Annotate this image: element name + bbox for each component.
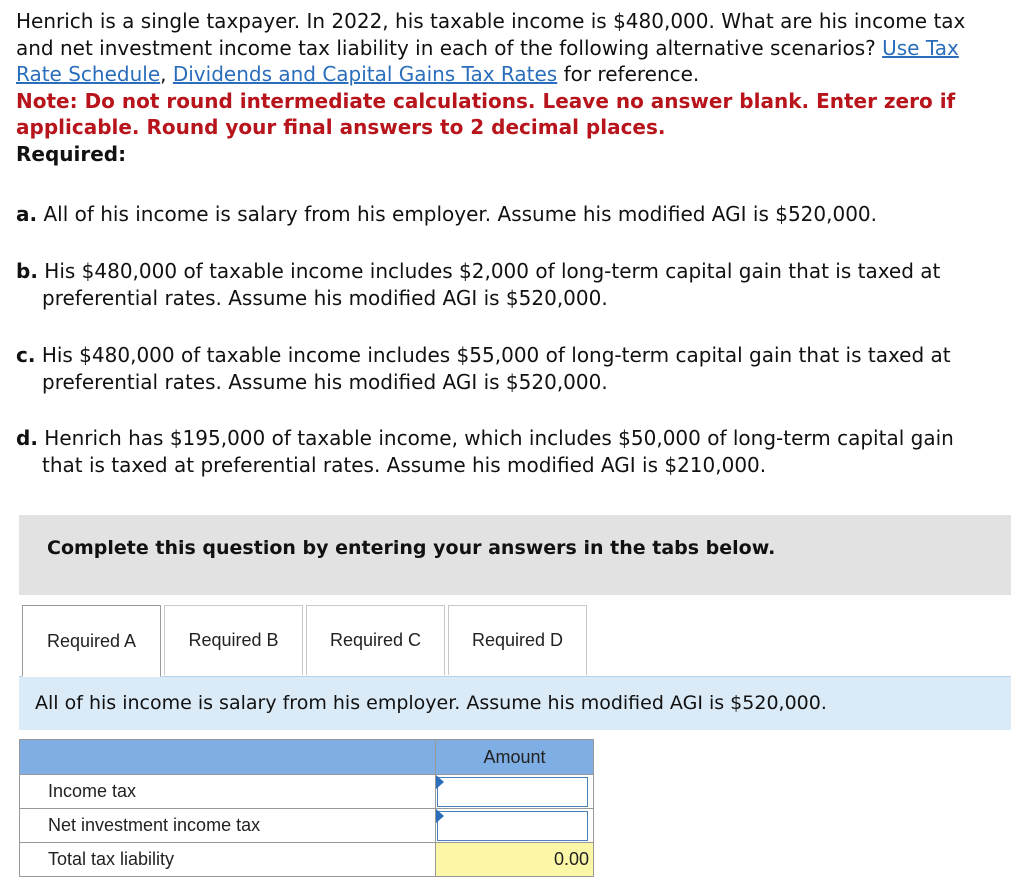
part-b: b. His $480,000 of taxable income includes $2,000 of long-term capital gain that is taxed at preferential rates. Assume his modified AGI is $520,000.: [16, 259, 941, 310]
table-row: [20, 775, 594, 809]
instruction-banner: Complete this question by entering your answers in the tabs below.: [19, 515, 1011, 595]
answer-table: [19, 739, 594, 877]
niit-label: Net investment income tax: [20, 809, 436, 843]
tab-description: All of his income is salary from his employer. Assume his modified AGI is $520,000.: [19, 676, 1011, 730]
table-header-row: [20, 740, 594, 775]
part-c: c. His $480,000 of taxable income includes $55,000 of long-term capital gain that is taxed at preferential rates. Assume his modified AGI is $520,000.: [16, 343, 951, 394]
tab-required-a[interactable]: Required A: [22, 605, 161, 677]
total-tax-label: Total tax liability: [20, 843, 436, 877]
input-marker-icon: [436, 775, 444, 789]
intro-text: Henrich is a single taxpayer. In 2022, his taxable income is $480,000. What are his income tax and net investment income tax liability in each of the following alternative scenarios?: [16, 9, 966, 60]
tax-rate-schedule-link[interactable]: Use Tax Rate Schedule: [16, 35, 959, 86]
rounding-note: Note: Do not round intermediate calculations. Leave no answer blank. Enter zero if applicable. Round your final answers to 2 decimal places.: [16, 88, 956, 139]
total-tax-value: 0.00: [436, 843, 594, 877]
income-tax-label: Income tax: [20, 775, 436, 809]
header-blank: [20, 740, 436, 775]
table-row: [20, 809, 594, 843]
niit-input[interactable]: [437, 811, 588, 841]
question-intro: Henrich is a single taxpayer. In 2022, his taxable income is $480,000. What are his income tax and net investment income tax liability in each of the following alternative scenarios? Use Tax Rate Schedule, Dividends and Capital Gains Tax Rates for reference. Note: Do not round intermediate calculations. Leave no answer blank. Enter zero if applicable. Round your final answers to 2 decimal places. Required:: [16, 9, 966, 166]
tab-required-b[interactable]: Required B: [164, 605, 303, 675]
income-tax-input[interactable]: [437, 777, 588, 807]
tab-required-d[interactable]: Required D: [448, 605, 587, 675]
part-d: d. Henrich has $195,000 of taxable income, which includes $50,000 of long-term capital gain that is taxed at preferential rates. Assume his modified AGI is $210,000.: [16, 426, 954, 477]
required-label: Required:: [16, 141, 127, 166]
table-row: [20, 843, 594, 877]
amount-header: Amount: [436, 740, 594, 775]
tab-required-c[interactable]: Required C: [306, 605, 445, 675]
part-a: a. All of his income is salary from his employer. Assume his modified AGI is $520,000.: [16, 202, 878, 226]
capital-gains-rates-link[interactable]: Dividends and Capital Gains Tax Rates: [172, 62, 558, 86]
input-marker-icon: [436, 809, 444, 823]
